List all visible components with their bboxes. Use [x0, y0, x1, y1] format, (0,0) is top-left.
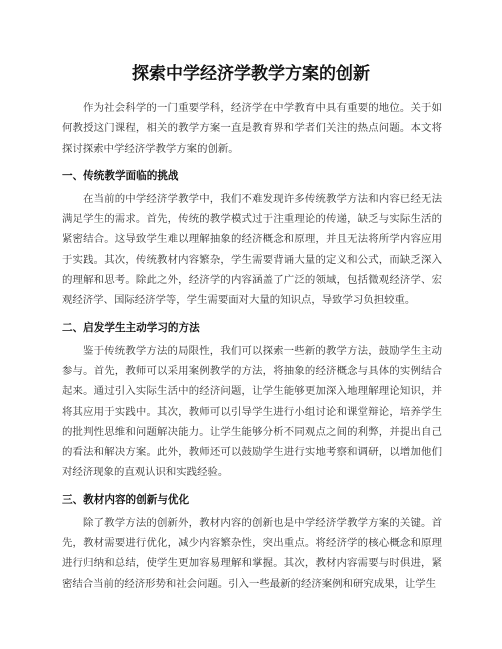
section-paragraph-1: 在当前的中学经济学教学中，我们不难发现许多传统教学方法和内容已经无法满足学生的需求。首先，传统的教学模式过于注重理论的传递，缺乏与实际生活的紧密结合。这导致学生难以理解抽象的经济概念和原理，并且无法将所学内容应用于实践。其次，传统教材内容繁杂，学生需要背诵大量的定义和公式，而缺乏深入的理解和思考。除此之外，经济学的内容涵盖了广泛的领域，包括微观经济学、宏观经济学、国际经济学等，学生需要面对大量的知识点，导致学习负担较重。 — [62, 192, 442, 307]
section-paragraph-2: 鉴于传统教学方法的局限性，我们可以探索一些新的教学方法，鼓励学生主动参与。首先，教师可以采用案例教学的方法，将抽象的经济概念与具体的实例结合起来。通过引入实际生活中的经济问题，让学生能够更加深入地理解理论知识，并将其应用于实践中。其次，教师可以引导学生进行小组讨论和课堂辩论，培养学生的批判性思维和问题解决能力。让学生能够分析不同观点之间的利弊，并提出自己的看法和解决方案。此外，教师还可以鼓励学生进行实地考察和调研，以增加他们对经济现象的直观认识和实践经验。 — [62, 344, 442, 479]
section-paragraph-3: 除了教学方法的创新外，教材内容的创新也是中学经济学教学方案的关键。首先，教材需要进行优化，减少内容繁杂性，突出重点。将经济学的核心概念和原理进行归纳和总结，使学生更加容易理解和掌握。其次，教材内容需要与时俱进，紧密结合当前的经济形势和社会问题。引入一些最新的经济案例和研究成果，让学生 — [62, 516, 442, 590]
document-title: 探索中学经济学教学方案的创新 — [132, 64, 370, 84]
intro-paragraph: 作为社会科学的一门重要学科，经济学在中学教育中具有重要的地位。关于如何教授这门课程，相关的教学方案一直是教育界和学者们关注的热点问题。本文将探讨探索中学经济学教学方案的创新。 — [62, 102, 442, 155]
section-heading-3: 三、教材内容的创新与优化 — [62, 493, 190, 506]
section-heading-1: 一、传统教学面临的挑战 — [62, 169, 179, 182]
document-body — [62, 98, 442, 594]
section-heading-2: 二、启发学生主动学习的方法 — [62, 321, 200, 334]
